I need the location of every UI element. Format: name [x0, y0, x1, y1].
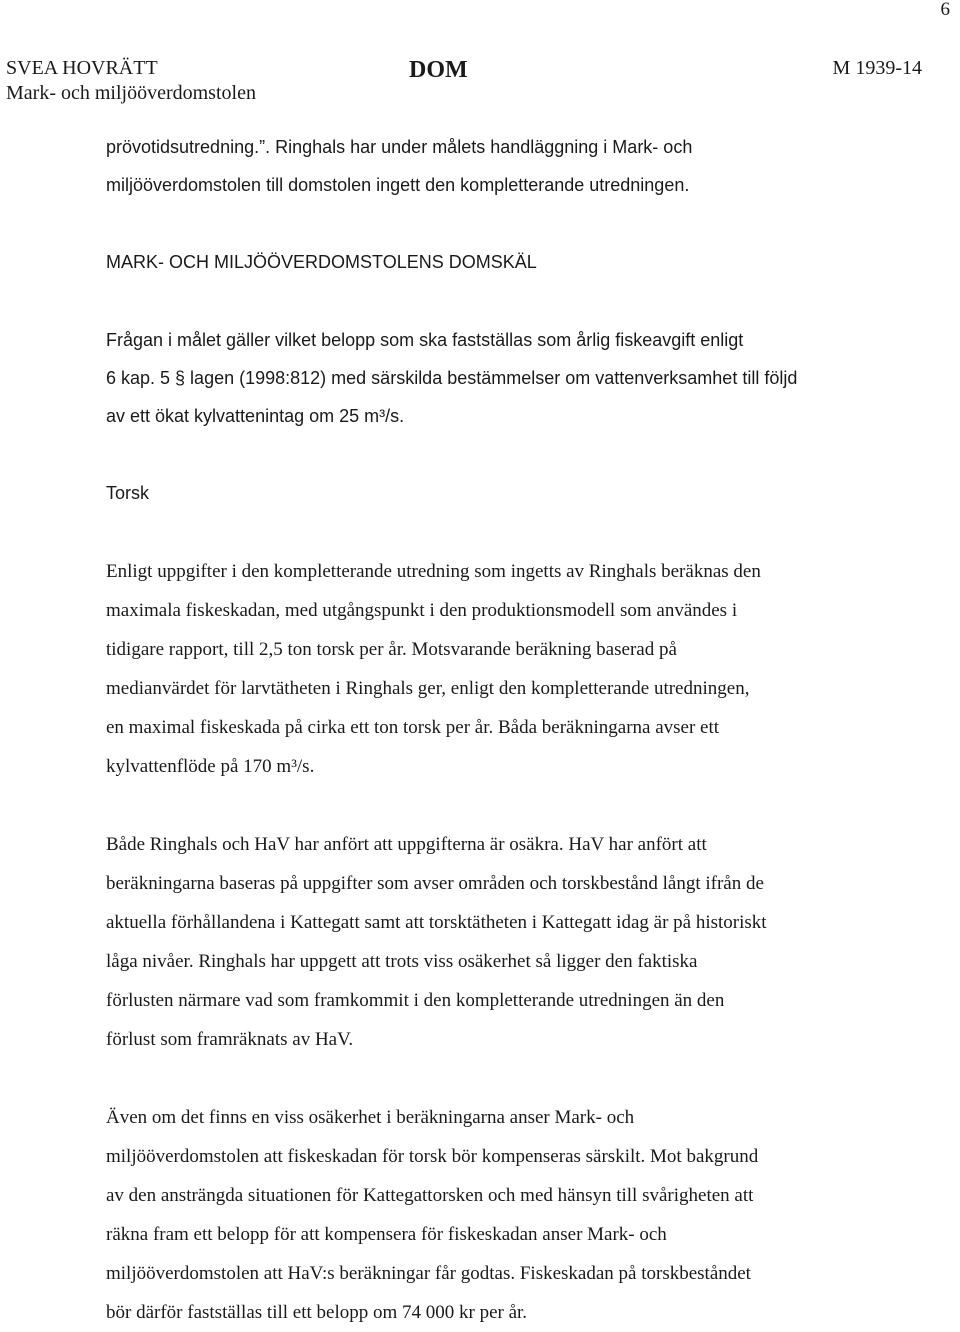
header-court-block [6, 56, 256, 106]
text-line: Både Ringhals och HaV har anfört att uppgifterna är osäkra. HaV har anfört att [106, 834, 707, 855]
text-line: tidigare rapport, till 2,5 ton torsk per år. Motsvarande beräkning baserad på [106, 639, 677, 660]
paragraph-2 [106, 825, 921, 1059]
text-line: beräkningarna baseras på uppgifter som avser områden och torskbestånd långt ifrån de [106, 873, 764, 894]
intro-paragraph [106, 128, 921, 204]
text-line: medianvärdet för larvtätheten i Ringhals ger, enligt den kompletterande utredningen, [106, 678, 750, 699]
text-line: låga nivåer. Ringhals har uppgett att trots viss osäkerhet så ligger den faktiska [106, 951, 698, 972]
court-name: SVEA HOVRÄTT [6, 57, 158, 79]
text-line: aktuella förhållandena i Kattegatt samt att torsktätheten i Kattegatt idag är på historiskt [106, 912, 767, 933]
paragraph-1 [106, 552, 921, 786]
text-line: förlusten närmare vad som framkommit i den kompletterande utredningen än den [106, 990, 725, 1011]
document-body [106, 128, 921, 1332]
page-number: 6 [940, 0, 950, 20]
text-line: Frågan i målet gäller vilket belopp som ska fastställas som årlig fiskeavgift enligt [106, 330, 744, 350]
text-line: 6 kap. 5 § lagen (1998:812) med särskilda bestämmelser om vattenverksamhet till följd [106, 368, 798, 388]
text-line: prövotidsutredning.”. Ringhals har under målets handläggning i Mark- och [106, 137, 693, 157]
question-paragraph [106, 321, 921, 435]
text-line: räkna fram ett belopp för att kompensera för fiskeskadan anser Mark- och [106, 1224, 667, 1245]
text-line: förlust som framräknats av HaV. [106, 1029, 354, 1050]
text-line: miljööverdomstolen att fiskeskadan för torsk bör kompenseras särskilt. Mot bakgrund [106, 1146, 759, 1167]
court-division: Mark- och miljööverdomstolen [6, 82, 256, 104]
text-line: en maximal fiskeskada på cirka ett ton torsk per år. Båda beräkningarna avser ett [106, 717, 720, 738]
text-line: av den ansträngda situationen för Kattegattorsken och med hänsyn till svårigheten att [106, 1185, 754, 1206]
subheading-torsk: Torsk [106, 483, 150, 503]
text-line: Enligt uppgifter i den kompletterande utredning som ingetts av Ringhals beräknas den [106, 561, 761, 582]
text-line: av ett ökat kylvattenintag om 25 m³/s. [106, 406, 405, 426]
text-line: bör därför fastställas till ett belopp om 74 000 kr per år. [106, 1302, 528, 1323]
text-line: Även om det finns en viss osäkerhet i beräkningarna anser Mark- och [106, 1107, 635, 1128]
section-heading: MARK- OCH MILJÖÖVERDOMSTOLENS DOMSKÄL [106, 252, 537, 272]
text-line: maximala fiskeskadan, med utgångspunkt i den produktionsmodell som användes i [106, 600, 738, 621]
text-line: miljööverdomstolen till domstolen ingett den kompletterande utredningen. [106, 175, 690, 195]
text-line: kylvattenflöde på 170 m³/s. [106, 756, 315, 777]
text-line: miljööverdomstolen att HaV:s beräkningar får godtas. Fiskeskadan på torskbeståndet [106, 1263, 751, 1284]
case-number: M 1939-14 [832, 57, 922, 79]
document-type: DOM [409, 57, 468, 83]
paragraph-3 [106, 1098, 921, 1332]
